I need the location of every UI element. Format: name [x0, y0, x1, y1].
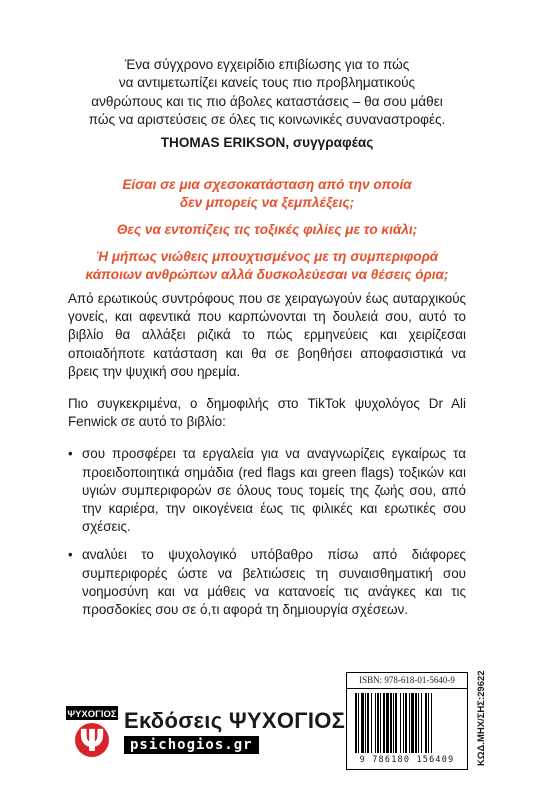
description-intro: Πιο συγκεκριμένα, ο δημοφιλής στο TikTok ψυχολόγος Dr Ali Fenwick σε αυτό το βιβλίο: [68, 396, 466, 430]
question [60, 176, 474, 212]
barcode-bar [380, 693, 381, 753]
question [60, 221, 474, 239]
question-line: Ή μήπως νιώθεις μπουχτισμένος με τη συμπεριφορά [95, 249, 439, 264]
list-item-text: σου προσφέρει τα εργαλεία για να αναγνωρίζεις εγκαίρως τα προειδοποιητικά σημάδια (red flags και green flags) τοξικών και υγιών συμπεριφορών σε όλους τους τομείς της ζωής σου, από την καριέρα, την οικογένεια έως τις φιλικές και ερωτικές σου σχέσεις. [82, 446, 466, 535]
barcode-bar [395, 693, 397, 753]
bullet-icon: • [68, 547, 73, 563]
question [60, 248, 474, 284]
barcode-digits: 9 786180 156409 [359, 755, 455, 765]
barcode-icon [353, 693, 461, 753]
barcode-bar [400, 693, 401, 753]
barcode-bar [425, 693, 427, 753]
barcode-bar [411, 693, 414, 753]
endorsement-quote [60, 56, 474, 152]
barcode-bar [421, 693, 422, 753]
barcode-bar [371, 693, 372, 753]
barcode-bar [393, 693, 394, 753]
barcode-bar [415, 693, 417, 753]
question-line: δεν μπορείς να ξεμπλέξεις; [179, 195, 355, 210]
description [68, 290, 466, 629]
barcode-bar [361, 693, 364, 753]
logo-wordmark: ΨΥΧΟΓΙΟΣ [67, 709, 117, 720]
list-item-text: αναλύει το ψυχολογικό υπόβαθρο πίσω από διάφορες συμπεριφορές ώστε να βελτιώσεις τη συναισθηματική σου νοημοσύνη και να μάθεις να κατανοείς τις ανάγκες και τις προσδοκίες σου σε ό,τι αφορά τη δημιουργία σχέσεων. [82, 547, 466, 618]
barcode-bar [377, 693, 379, 753]
barcode-bar [365, 693, 366, 753]
barcode-bar [409, 693, 410, 753]
barcode-bar [358, 693, 359, 753]
quote-line: Ένα σύγχρονο εγχειρίδιο επιβίωσης για το πώς [124, 57, 410, 72]
barcode-bar [431, 693, 432, 753]
list-item [68, 445, 466, 536]
isbn-barcode-box [346, 672, 468, 770]
teaser-questions [60, 176, 474, 293]
question-line: κάποιων ανθρώπων αλλά δυσκολεύεσαι να θέσεις όρια; [85, 267, 449, 282]
benefit-list [68, 445, 466, 619]
question-line: Είσαι σε μια σχεσοκατάσταση από την οποία [122, 177, 412, 192]
barcode-bar [375, 693, 376, 753]
barcode-bar [386, 693, 389, 753]
publisher-name: Εκδόσεις ΨΥΧΟΓΙΟΣ [124, 708, 346, 733]
description-paragraph: Από ερωτικούς συντρόφους που σε χειραγωγούν έως αυταρχικούς γονείς, και αφεντικά που καρπώνονται τη δουλειά σου, αυτό το βιβλίο θα αλλάξει ριζικά το πώς ερμηνεύεις και χειρίζεσαι οποιαδήποτε κατάσταση και θα σε βοηθήσει αποφασιστικά να βρεις την ψυχική σου ηρεμία. [68, 291, 466, 379]
quote-line: πώς να αριστεύσεις σε όλες τις κοινωνικές συναναστροφές. [88, 112, 446, 128]
barcode-bar [403, 693, 404, 753]
isbn-divider [347, 688, 467, 689]
publisher-logo [66, 706, 346, 758]
product-code: ΚΩΔ.ΜΗΧ/ΣΗΣ:29622 [476, 670, 487, 766]
psi-symbol: Ψ [79, 724, 105, 758]
barcode-bar [428, 693, 429, 753]
isbn-label: ISBN: 978-618-01-5640-9 [359, 675, 455, 685]
barcode-bar [355, 693, 357, 753]
barcode-bar [390, 693, 392, 753]
psychogios-logo-icon [66, 706, 118, 758]
bullet-icon: • [68, 446, 73, 462]
barcode-bar [418, 693, 419, 753]
quote-line: να αντιμετωπίζει κανείς τους πιο προβληματικούς [118, 75, 416, 91]
barcode-bar [367, 693, 369, 753]
quote-author: THOMAS ERIKSON, συγγραφέας [160, 134, 374, 150]
question-line: Θες να εντοπίζεις τις τοξικές φιλίες με το κιάλι; [116, 222, 418, 237]
list-item [68, 546, 466, 619]
quote-line: ανθρώπους και τις πιο άβολες καταστάσεις – θα σου μάθει [91, 93, 443, 109]
barcode-bar [405, 693, 407, 753]
publisher-url: psichogios.gr [124, 736, 259, 754]
barcode-bar [383, 693, 385, 753]
